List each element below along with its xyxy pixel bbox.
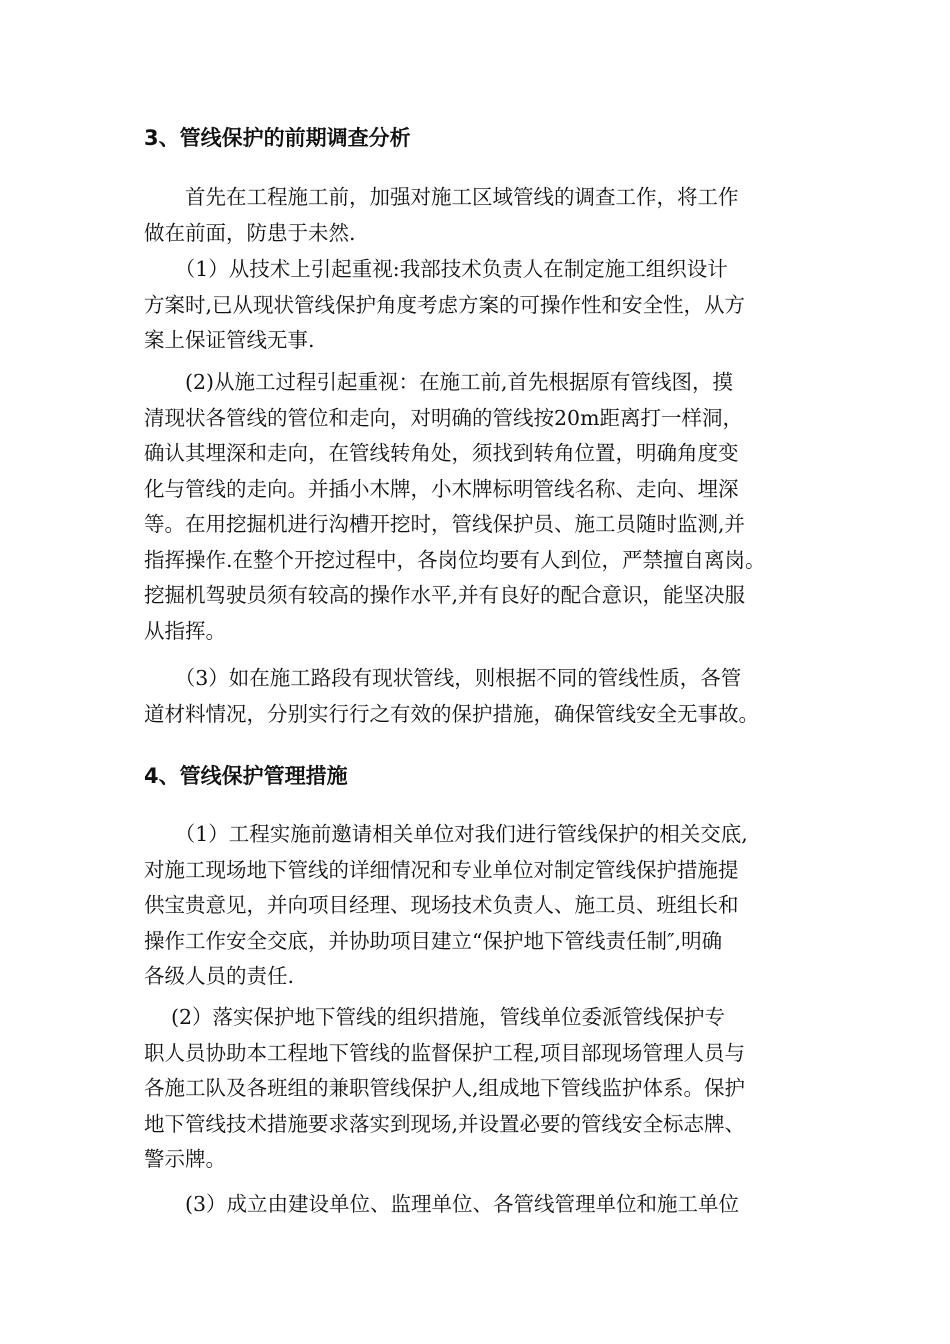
text-line: 道材料情况，分别实行行之有效的保护措施，确保管线安全无事故。 xyxy=(144,701,759,726)
text-line: 职人员协助本工程地下管线的监督保护工程,项目部现场管理人员与 xyxy=(144,1040,746,1065)
paragraph-measure-3 xyxy=(144,1187,824,1223)
text-line: 供宝贵意见，并向项目经理、现场技术负责人、施工员、班组长和 xyxy=(144,893,739,917)
text-line: 确认其埋深和走向，在管线转角处，须找到转角位置，明确角度变 xyxy=(144,441,739,465)
paragraph-item-2 xyxy=(144,365,824,649)
text-line: 警示牌。 xyxy=(144,1147,226,1171)
text-line: （1）工程实施前邀请相关单位对我们进行管线保护的相关交底, xyxy=(144,822,748,846)
text-line: （1）从技术上引起重视:我部技术负责人在制定施工组织设计 xyxy=(144,257,728,281)
text-line: 地下管线技术措施要求落实到现场,并设置必要的管线安全标志牌、 xyxy=(144,1111,746,1136)
text-line: 化与管线的走向。并插小木牌，小木牌标明管线名称、走向、埋深 xyxy=(144,476,739,501)
text-line: 等。在用挖掘机进行沟槽开挖时，管线保护员、施工员随时监测,并 xyxy=(144,512,746,536)
text-line: 案上保证管线无事. xyxy=(144,328,315,352)
text-line: 对施工现场地下管线的详细情况和专业单位对制定管线保护措施提 xyxy=(144,857,739,882)
text-line: 首先在工程施工前，加强对施工区域管线的调查工作，将工作 xyxy=(144,185,739,209)
text-line: (2）落实保护地下管线的组织措施，管线单位委派管线保护专 xyxy=(144,1005,726,1029)
text-line: 指挥操作.在整个开挖过程中，各岗位均要有人到位，严禁擅自离岗。 xyxy=(144,547,766,572)
text-line: 从指挥。 xyxy=(144,618,226,643)
paragraph-item-3 xyxy=(144,661,824,732)
text-line: 方案时,已从现状管线保护角度考虑方案的可操作性和安全性，从方 xyxy=(144,292,746,317)
text-line: 各施工队及各班组的兼职管线保护人,组成地下管线监护体系。保护 xyxy=(144,1076,746,1100)
text-line: 各级人员的责任. xyxy=(144,964,295,988)
text-line: (2)从施工过程引起重视：在施工前,首先根据原有管线图，摸 xyxy=(144,370,734,394)
text-line: (3）成立由建设单位、监理单位、各管线管理单位和施工单位 xyxy=(144,1192,740,1216)
text-line: 操作工作安全交底，并协助项目建立“保护地下管线责任制″,明确 xyxy=(144,928,723,953)
text-line: 挖掘机驾驶员须有较高的操作水平,并有良好的配合意识，能坚决服 xyxy=(144,583,746,607)
section-heading-3: 3、管线保护的前期调查分析 xyxy=(144,126,411,150)
text-line: （3）如在施工路段有现状管线，则根据不同的管线性质，各管 xyxy=(144,666,742,690)
section-heading-4: 4、管线保护管理措施 xyxy=(144,764,348,788)
paragraph-intro xyxy=(144,180,824,251)
paragraph-item-1 xyxy=(144,252,824,359)
paragraph-measure-2 xyxy=(144,1000,824,1178)
paragraph-measure-1 xyxy=(144,817,824,995)
text-line: 做在前面，防患于未然. xyxy=(144,220,356,245)
text-line: 清现状各管线的管位和走向，对明确的管线按20m距离打一样洞， xyxy=(144,405,744,430)
